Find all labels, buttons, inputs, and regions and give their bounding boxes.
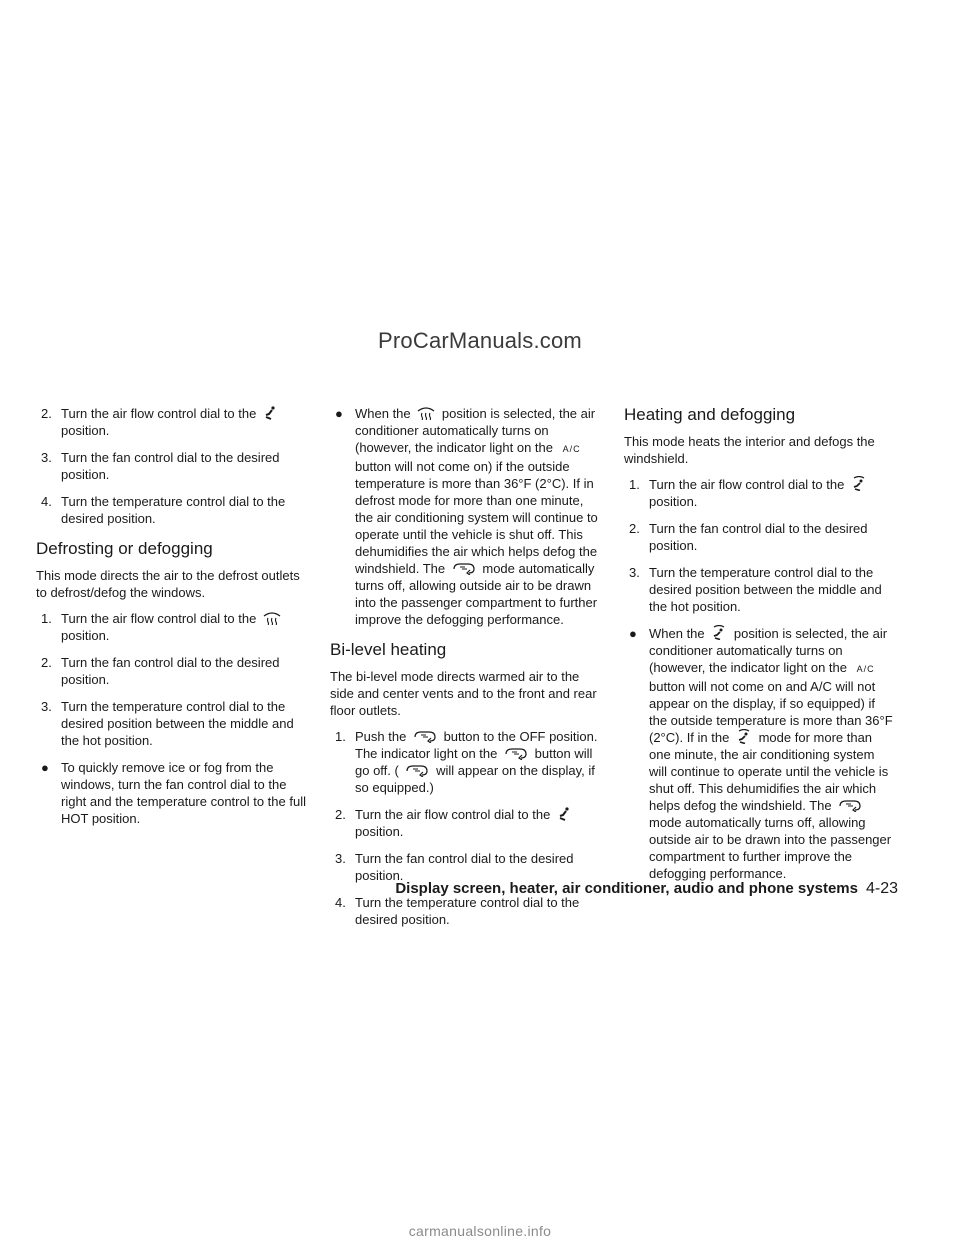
column-left [36,405,308,837]
section-intro: The bi-level mode directs warmed air to the side and center vents and to the front and rear floor outlets. [330,669,597,718]
watermark-top: ProCarManuals.com [378,328,582,353]
list-item: 3. Turn the fan control dial to the desired position. [41,450,280,482]
bullet-icon: ● [41,760,49,775]
list-item: 2. Turn the air flow control dial to the position. [36,405,308,439]
air-recirculation-icon [504,747,528,760]
section-intro: This mode heats the interior and defogs the windshield. [624,434,875,466]
list-item: 2. Turn the fan control dial to the desired position. [629,521,868,553]
air-recirculation-icon [405,764,429,777]
list-item: 2. Turn the air flow control dial to the position. [330,806,602,840]
bullet-item: ● To quickly remove ice or fog from the windows, turn the fan control dial to the right and the temperature control to the full HOT position. [41,760,306,826]
list-item: 1. Push the button to the OFF position. The indicator light on the button will go off. ( will appear on the display, if so equipped.) [335,729,598,795]
defrost-icon [417,407,435,420]
section-intro: This mode directs the air to the defrost outlets to defrost/defog the windows. [36,568,300,600]
column-middle [330,405,602,938]
bullet-icon: ● [629,626,637,641]
list-item: 1. Turn the air flow control dial to the position. [624,476,896,510]
defrost-icon [263,612,281,625]
list-item: 3. Turn the fan control dial to the desired position. [335,851,574,883]
column-right [624,405,896,892]
section-heading-heating-defogging: Heating and defogging [624,405,796,424]
footer-section-title: Display screen, heater, air conditioner, audio and phone systems [395,880,858,897]
air-recirculation-icon [452,562,476,575]
section-heading-bilevel: Bi-level heating [330,640,447,659]
ac-button-label: A/C [856,664,875,674]
list-item: 2. Turn the fan control dial to the desired position. [41,655,280,687]
floor-defrost-icon [736,729,752,744]
bullet-icon: ● [335,406,343,421]
floor-defrost-icon [711,625,727,640]
page-number: 4-23 [865,880,898,897]
list-item: 3. Turn the temperature control dial to the desired position between the middle and the hot position. [629,565,882,614]
list-item: 4. Turn the temperature control dial to the desired position. [41,494,286,526]
page-footer [395,880,898,898]
list-item: 3. Turn the temperature control dial to the desired position between the middle and the hot position. [41,699,294,748]
bullet-item: ● When the position is selected, the air conditioner automatically turns on (however, the indicator light on the A/C button will not come on) if the outside temperature is more than 36°F (2°C). If in defrost mode for more than one minute, the air conditioning system will continue to operate until the vehicle is shut off. This dehumidifies the air which helps defog the windshield. The mode automatically turns off, allowing outside air to be drawn into the passenger compartment to further improve the defogging performance. [335,406,598,627]
floor-defrost-icon [851,476,867,491]
floor-airflow-icon [557,807,571,821]
section-heading-defrosting: Defrosting or defogging [36,539,213,558]
floor-airflow-icon [263,406,277,420]
air-recirculation-icon [413,730,437,743]
list-item: 4. Turn the temperature control dial to the desired position. [335,895,580,927]
ac-button-label: A/C [562,444,581,454]
air-recirculation-icon [838,799,862,812]
bullet-item: ● When the position is selected, the air conditioner automatically turns on (however, the indicator light on the A/C button will not come on and A/C will not appear on the display, if so equipped) if the outside temperature is more than 36°F (2°C). If in the mode for more than one minute, the air conditioning system will continue to operate until the vehicle is shut off. This dehumidifies the air which helps defog the windshield. The mode automatically turns off, allowing outside air to be drawn into the passenger compartment to further improve the defogging performance. [629,626,893,881]
watermark-bottom: carmanualsonline.info [408,1223,552,1239]
list-item: 1. Turn the air flow control dial to the position. [36,610,308,644]
